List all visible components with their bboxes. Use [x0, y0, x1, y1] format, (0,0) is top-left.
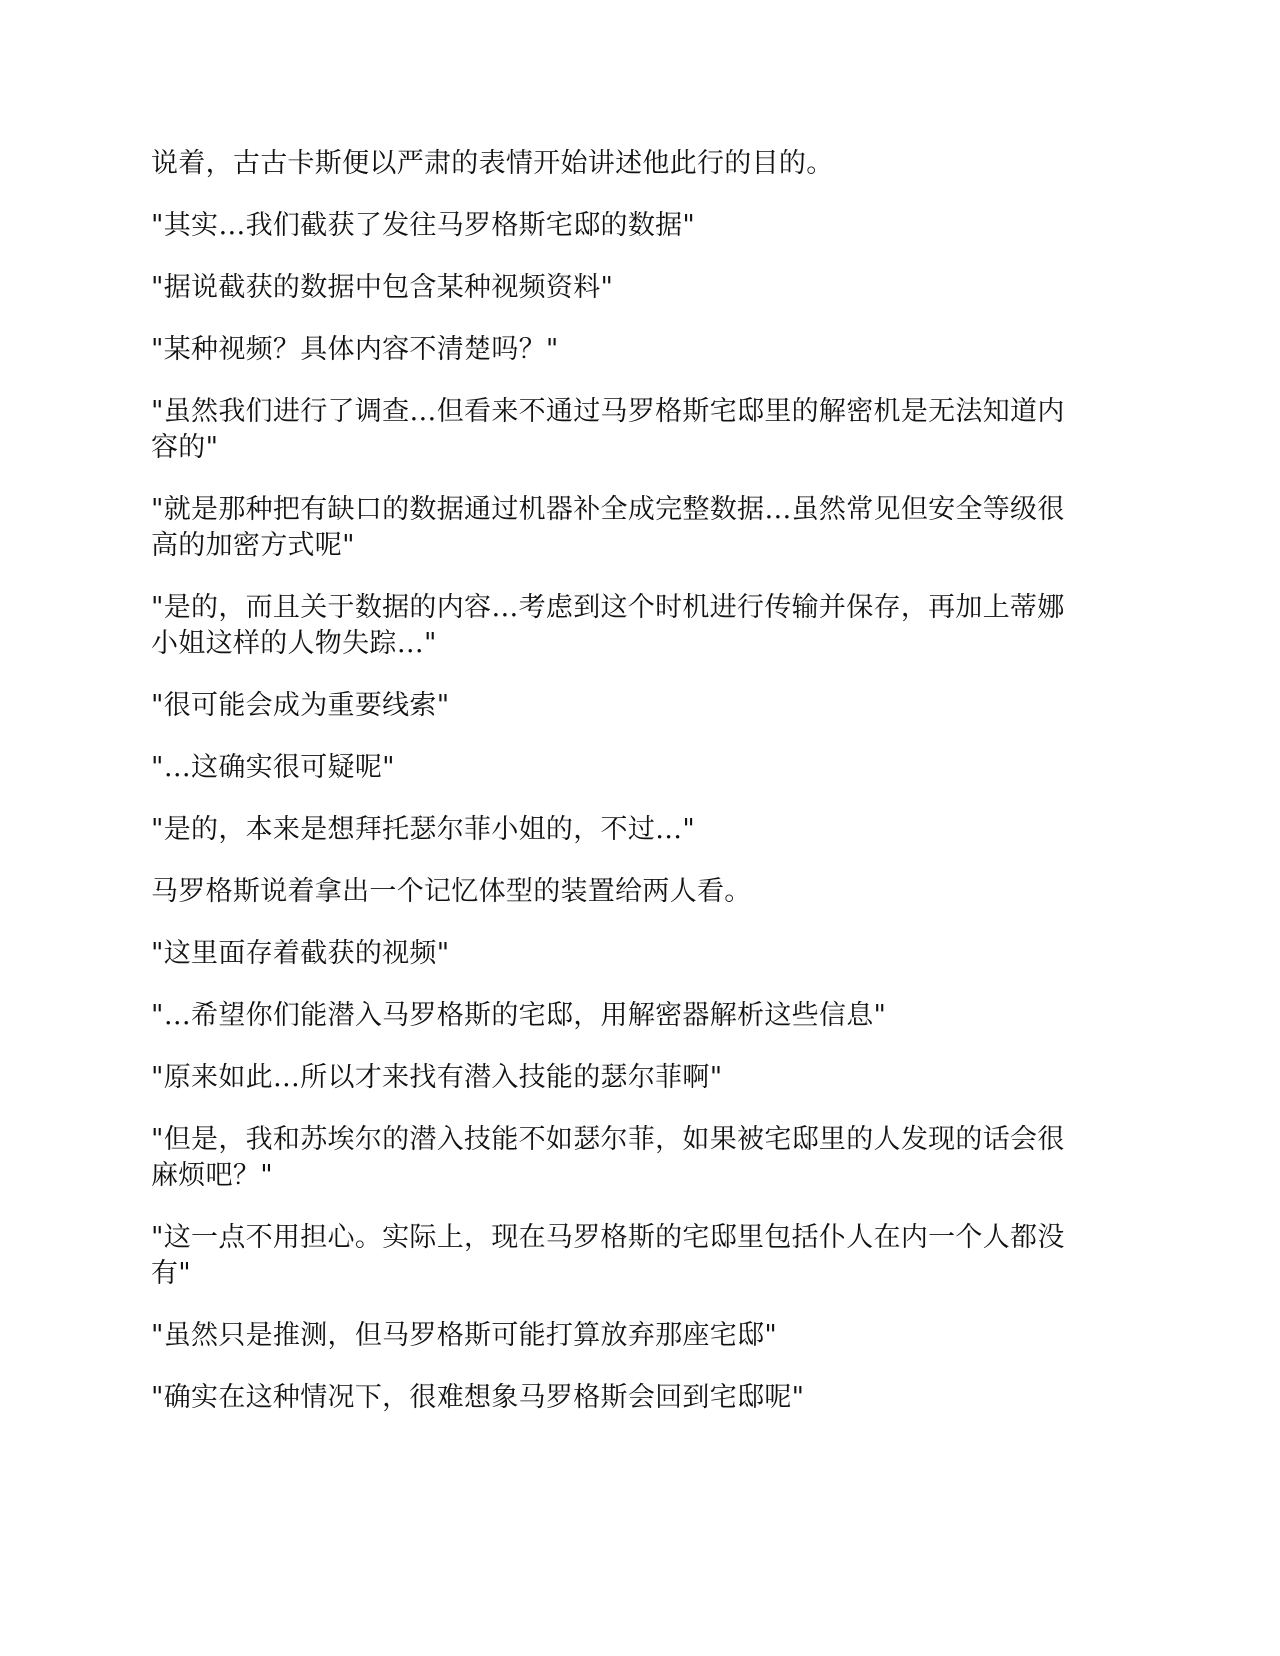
paragraph: "确实在这种情况下，很难想象马罗格斯会回到宅邸呢": [151, 1382, 805, 1413]
paragraph: "很可能会成为重要线索": [151, 690, 450, 721]
document-body: [151, 146, 1131, 1442]
paragraph: "某种视频？具体内容不清楚吗？": [151, 334, 559, 365]
paragraph: "据说截获的数据中包含某种视频资料": [151, 272, 614, 303]
paragraph: "是的，而且关于数据的内容…考虑到这个时机进行传输并保存，再加上蒂娜 小姐这样的人物失踪…": [151, 592, 1065, 659]
paragraph: "虽然我们进行了调查…但看来不通过马罗格斯宅邸里的解密机是无法知道内 容的": [151, 396, 1065, 463]
paragraph: "是的，本来是想拜托瑟尔菲小姐的，不过…": [151, 814, 696, 845]
paragraph: "原来如此…所以才来找有潜入技能的瑟尔菲啊": [151, 1062, 723, 1093]
paragraph: "但是，我和苏埃尔的潜入技能不如瑟尔菲，如果被宅邸里的人发现的话会很 麻烦吧？": [151, 1124, 1065, 1191]
paragraph: "这里面存着截获的视频": [151, 938, 450, 969]
paragraph: "其实…我们截获了发往马罗格斯宅邸的数据": [151, 210, 696, 241]
paragraph: "…希望你们能潜入马罗格斯的宅邸，用解密器解析这些信息": [151, 1000, 887, 1031]
paragraph: 马罗格斯说着拿出一个记忆体型的装置给两人看。: [151, 876, 752, 907]
paragraph: "这一点不用担心。实际上，现在马罗格斯的宅邸里包括仆人在内一个人都没 有": [151, 1222, 1065, 1289]
paragraph: "就是那种把有缺口的数据通过机器补全成完整数据…虽然常见但安全等级很 高的加密方式呢": [151, 494, 1065, 561]
paragraph: "虽然只是推测，但马罗格斯可能打算放弃那座宅邸": [151, 1320, 778, 1351]
paragraph: 说着，古古卡斯便以严肃的表情开始讲述他此行的目的。: [151, 148, 834, 179]
paragraph: "…这确实很可疑呢": [151, 752, 395, 783]
